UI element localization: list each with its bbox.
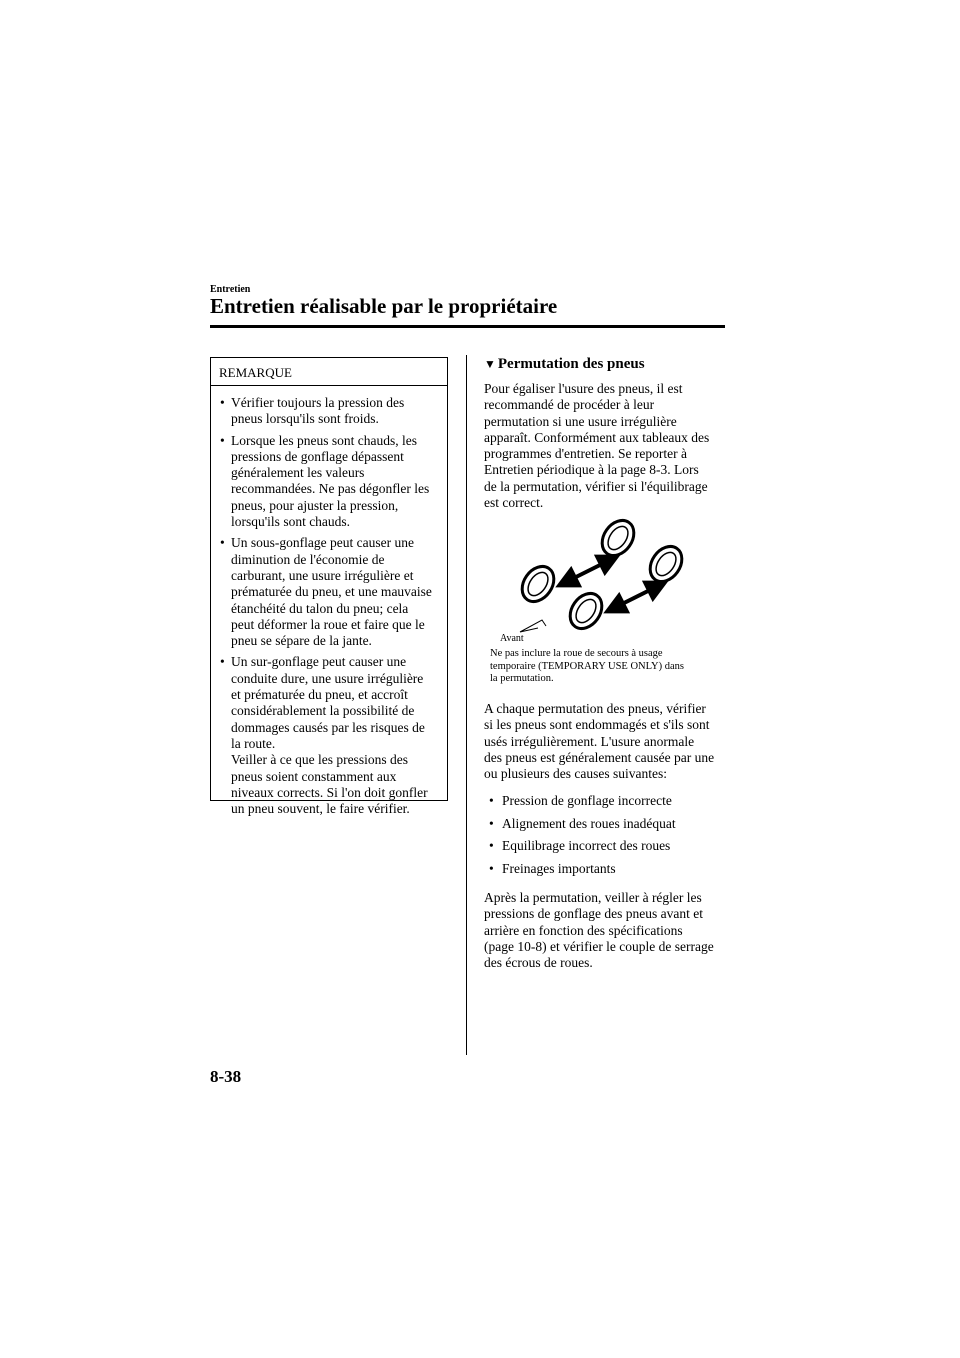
list-item [484, 861, 676, 884]
cause-text: Pression de gonflage incorrecte [502, 793, 672, 808]
tire-rear-left-icon [596, 514, 641, 561]
note-item-text: Un sur-gonflage peut causer une conduite dure, une usure irrégulière et prématurée du pneu, et accroît considérablement la possibilité de dommages causés par les risques de la route. Veiller à ce que les pressions des pneus soient constamment aux niveaux corrects. Si l'on doit gonfler un pneu souvent, le faire vérifier. [231, 654, 428, 817]
note-item [211, 535, 441, 649]
cause-text: Freinages importants [502, 860, 616, 876]
swap-arrow-left-icon [566, 560, 610, 582]
section-heading-text: Permutation des pneus [497, 356, 645, 372]
note-item-text: Un sous-gonflage peut causer une diminution de l'économie de carburant, une usure irrégulière et prématurée du pneu, et une mauvaise étanchéité du talon du pneu; cela peut déformer la roue et faire que le pneu se sépare de la jante. [231, 535, 432, 649]
intro-paragraph: Pour égaliser l'usure des pneus, il est recommandé de procéder à leur permutation si une usure irrégulière apparaît. Conformément aux tableaux des programmes d'entretien. Se reporter à Entretien périodique à la page 8-3. Lors de la permutation, vérifier si l'équilibrage est correct. [484, 381, 710, 511]
tire-rear-right-icon [644, 540, 689, 587]
tire-front-left-icon [516, 560, 561, 607]
bullet-icon: • [489, 793, 494, 808]
bullet-icon: • [220, 395, 225, 410]
tire-rotation-diagram [484, 514, 724, 640]
title-divider [210, 325, 725, 328]
inspection-paragraph: A chaque permutation des pneus, vérifier si les pneus sont endommagés et s'ils sont usés irrégulièrement. L'usure anormale des pneus est généralement causée par une ou plusieurs des causes suivantes: [484, 701, 715, 782]
note-item [211, 433, 441, 531]
note-item [211, 654, 441, 817]
list-item [484, 793, 676, 816]
front-label: Avant [500, 633, 524, 644]
triangle-down-icon: ▼ [484, 357, 496, 371]
bullet-icon: • [220, 654, 225, 670]
cause-text: Alignement des roues inadéquat [502, 815, 676, 831]
bullet-icon: • [220, 535, 225, 551]
note-box [210, 357, 448, 817]
swap-arrow-right-icon [614, 586, 658, 608]
cause-list [484, 793, 676, 883]
note-title: REMARQUE [211, 358, 447, 386]
bullet-icon: • [489, 860, 494, 876]
page-title: Entretien réalisable par le propriétaire [210, 294, 558, 318]
list-item [484, 816, 676, 839]
note-item-text: Vérifier toujours la pression des pneus lorsqu'ils sont froids. [231, 395, 405, 427]
bullet-icon: • [489, 815, 494, 831]
bullet-icon: • [220, 432, 225, 448]
bullet-icon: • [489, 838, 494, 853]
column-divider [466, 355, 467, 1055]
page-number: 8-38 [210, 1067, 242, 1086]
note-item [211, 395, 441, 428]
list-item [484, 838, 676, 861]
closing-paragraph: Après la permutation, veiller à régler les pressions de gonflage des pneus avant et arrière en fonction des spécifications (page 10-8) et vérifier le couple de serrage des écrous de roues. [484, 890, 714, 971]
section-label: Entretien [210, 284, 251, 295]
front-direction-icon [520, 620, 546, 632]
section-heading [484, 356, 645, 373]
cause-text: Equilibrage incorrect des roues [502, 838, 671, 853]
figure-caption: Ne pas inclure la roue de secours à usage temporaire (TEMPORARY USE ONLY) dans la permutation. [490, 648, 684, 684]
tire-front-right-icon [564, 587, 609, 634]
note-list [211, 386, 447, 817]
note-item-text: Lorsque les pneus sont chauds, les pressions de gonflage dépassent généralement les valeurs recommandées. Ne pas dégonfler les pneus, pour ajuster la pression, lorsqu'ils sont chauds. [231, 432, 430, 530]
